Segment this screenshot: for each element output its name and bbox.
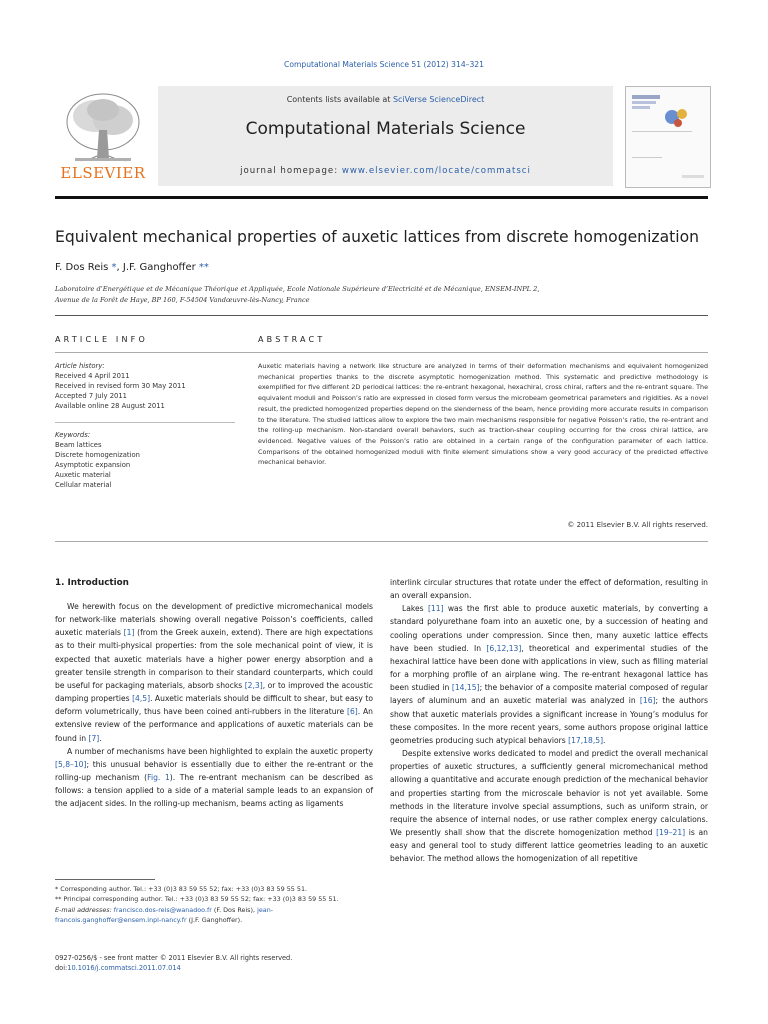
- article-title: Equivalent mechanical properties of auxetic lattices from discrete homogenization: [55, 228, 700, 246]
- paragraph: Lakes [11] was the first able to produce auxetic materials, by converting a standard polyurethane foam into an auxetic one, by a succession of heating and cooling operations under compression. Since then, many auxetic lattice effects have been studied. In [6,12,13], theoretical and experimental studies of the hexachiral lattice have been done with applications in view, such as filling material for a morphing profile of an airplane wing. The re-entrant hexagonal lattice has been studied in [14,15]; the behavior of a composite material composed of regular layers of aluminum and an auxetic material was analyzed in [16]; the authors show that auxetic materials provides a significant increase in Young’s modulus for these composites. In the more recent years, some authors propose original lattice geometries producing such atypical behaviors [17,18,5].: [390, 604, 709, 745]
- citation-link[interactable]: [17,18,5]: [568, 735, 604, 745]
- keywords-block: [55, 430, 235, 491]
- email-link[interactable]: jean-francois.ganghoffer@ensem.inpl-nancy.fr: [55, 905, 274, 924]
- footnotes: [55, 884, 373, 925]
- affiliation-line: Avenue de la Forêt de Haye, BP 160, F-54504 Vandœuvre-lès-Nancy, France: [55, 295, 310, 304]
- keyword: Discrete homogenization: [55, 451, 140, 460]
- affiliation-line: Laboratoire d’Energétique et de Mécanique Théorique et Appliquée, Ecole Nationale Supérieure d’Electricité et de Mécanique, ENSEM-INPL 2,: [55, 285, 540, 293]
- affiliation: [55, 284, 615, 305]
- email-footnote: E-mail addresses: francisco.dos-reis@wanadoo.fr (F. Dos Reis), jean-francois.ganghoffer@ensem.inpl-nancy.fr (J.F. Ganghoffer).: [55, 905, 274, 924]
- author-list: [55, 262, 209, 273]
- history-label: Article history:: [55, 362, 105, 370]
- citation-link[interactable]: [1]: [123, 628, 135, 638]
- article-info-heading: ARTICLE INFO: [55, 335, 148, 344]
- corresponding-author-mark[interactable]: *: [111, 262, 117, 273]
- journal-cover-icon: [626, 87, 710, 187]
- contents-prefix: Contents lists available at: [286, 95, 393, 104]
- footnote: * Corresponding author. Tel.: +33 (0)3 83 59 55 52; fax: +33 (0)3 83 59 55 51.: [55, 885, 308, 893]
- keyword: Auxetic material: [55, 471, 111, 480]
- keywords-divider: [55, 422, 235, 423]
- citation-link[interactable]: [11]: [427, 604, 444, 614]
- accepted-date: Accepted 7 July 2011: [55, 392, 127, 401]
- citation-link[interactable]: [6,12,13]: [486, 643, 522, 653]
- info-divider: [55, 352, 708, 353]
- section-title: 1. Introduction: [55, 578, 129, 588]
- citation-link[interactable]: [6]: [347, 707, 358, 717]
- paragraph: We herewith focus on the development of predictive micromechanical models for network-like materials showing overall negative Poisson’s coefficients, called auxetic materials [1] (from the Greek auxein, extend). There are high expectations as to their multi-physical properties: from the sole mechanical point of view, it is expected that auxetic materials have a higher power energy absorption and a greater tensile strength in comparison to their standard counterparts, which could be useful for packaging materials, absorb shocks [2,3], or to improved the acoustic damping properties [4,5]. Auxetic materials should be difficult to shear, but easy to deform volumetrically, thus have been coined anti-rubbers in the literature [6]. An extensive review of the performance and applications of auxetic materials can be found in [7].: [55, 602, 374, 743]
- paragraph: Despite extensive works dedicated to model and predict the overall mechanical properties of auxetic structures, a sufficiently general micromechanical method allowing a quantitative and accurate enough prediction of the mechanical behavior and properties starting from the microscale behavior is not yet available. Some methods in the literature involve special assumptions, such as uniform strain, or require the absence of internal nodes, or use rather complex energy calculations. We presently shall show that the discrete homogenization method [19–21] is an easy and general tool to study different lattice geometries leading to an auxetic behavior. The method allows the homogenization of all repetitive: [390, 749, 708, 864]
- citation-link[interactable]: [5,8–10]: [55, 759, 87, 769]
- citation-link[interactable]: [19–21]: [656, 827, 686, 837]
- author-name: F. Dos Reis: [55, 262, 109, 273]
- keyword: Asymptotic expansion: [55, 461, 131, 470]
- right-column: [390, 576, 708, 865]
- email-link[interactable]: francisco.dos-reis@wanadoo.fr: [113, 905, 212, 914]
- figure-link[interactable]: Fig. 1: [147, 773, 170, 783]
- abstract-end-divider: [55, 541, 708, 542]
- keyword: Beam lattices: [55, 441, 102, 450]
- doi-link[interactable]: 10.1016/j.commatsci.2011.07.014: [67, 964, 181, 972]
- elsevier-wordmark: ELSEVIER: [60, 164, 146, 182]
- keywords-label: Keywords:: [55, 431, 91, 439]
- homepage-link[interactable]: www.elsevier.com/locate/commatsci: [341, 166, 531, 176]
- issn-line: 0927-0256/$ - see front matter © 2011 Elsevier B.V. All rights reserved.: [55, 954, 293, 962]
- front-matter-note: [55, 953, 292, 973]
- citation-link[interactable]: [4,5]: [132, 694, 151, 704]
- received-date: Received 4 April 2011: [55, 372, 130, 381]
- citation-link[interactable]: [14,15]: [451, 683, 480, 693]
- paragraph: interlink circular structures that rotate under the effect of deformation, resulting in an overall expansion.: [390, 578, 708, 601]
- contents-line: [158, 95, 613, 104]
- citation-link[interactable]: [7]: [88, 733, 100, 743]
- author-name: J.F. Ganghoffer: [122, 262, 196, 273]
- citation-link[interactable]: [2,3]: [244, 680, 263, 690]
- author-separator: ,: [116, 262, 123, 273]
- journal-citation[interactable]: Computational Materials Science 51 (2012) 314–321: [284, 60, 484, 69]
- footnote: ** Principal corresponding author. Tel.: +33 (0)3 83 59 55 52; fax: +33 (0)3 83 59 55 51.: [55, 895, 339, 904]
- abstract-copyright: © 2011 Elsevier B.V. All rights reserved.: [567, 521, 708, 529]
- abstract-heading: ABSTRACT: [258, 335, 326, 344]
- paragraph: A number of mechanisms have been highlighted to explain the auxetic property [5,8–10]; this unusual behavior is essentially due to either the re-entrant or the rolling-up mechanism (Fig. 1). The re-entrant mechanism can be described as follows: a tension applied to a side of a material sample leads to an expansion of the adjacent sides. In the rolling-up mechanism, beams acting as ligaments: [55, 746, 373, 809]
- doi-line: doi:10.1016/j.commatsci.2011.07.014: [55, 964, 181, 972]
- homepage-prefix: journal homepage:: [240, 166, 342, 176]
- journal-title: Computational Materials Science: [245, 119, 526, 139]
- online-date: Available online 28 August 2011: [55, 402, 165, 411]
- abstract-text: Auxetic materials having a network like structure are analyzed in terms of their deformation mechanisms and equivalent homogenized mechanical properties thanks to the discrete asymptotic homogenization method. This systematic and predictive methodology is exemplified for five different 2D periodical lattices: the re-entrant hexagonal, hexachiral, cross chiral, rafters and the re-entrant square. The equivalent moduli and Poisson’s ratio are expressed in closed form versus the microbeam geometrical parameters and rigidities. As a novel result, the predicted homogenized properties depend on the slenderness of the beam, hence providing more accurate results in comparison to the literature. The studied lattices allow to explore the two main mechanisms responsible for negative Poisson’s ratio, the re-entrant and the rolling-up mechanism. Non-standard overall behaviors, such as traction-shear coupling occurring for the cross chiral lattice, are evidenced. Negative values of the Poisson’s ratio are obtained in a certain range of the configuration parameter of each lattice. Comparisons of the obtained homogenized moduli with finite element simulations show a very good accuracy of the predicted effective mechanical behavior.: [258, 362, 708, 467]
- sciencedirect-link[interactable]: SciVerse ScienceDirect: [392, 95, 485, 104]
- citation-link[interactable]: [16]: [639, 696, 656, 706]
- elsevier-logo: [55, 86, 151, 186]
- section-divider: [55, 315, 708, 316]
- header-divider: [55, 196, 708, 199]
- keyword: Cellular material: [55, 481, 112, 490]
- revised-date: Received in revised form 30 May 2011: [55, 382, 186, 391]
- journal-homepage: [158, 166, 613, 176]
- footnote-divider: [55, 879, 155, 880]
- corresponding-author-mark[interactable]: **: [198, 262, 209, 273]
- article-history: [55, 361, 235, 411]
- left-column: [55, 600, 373, 811]
- journal-cover-thumbnail: [625, 86, 711, 188]
